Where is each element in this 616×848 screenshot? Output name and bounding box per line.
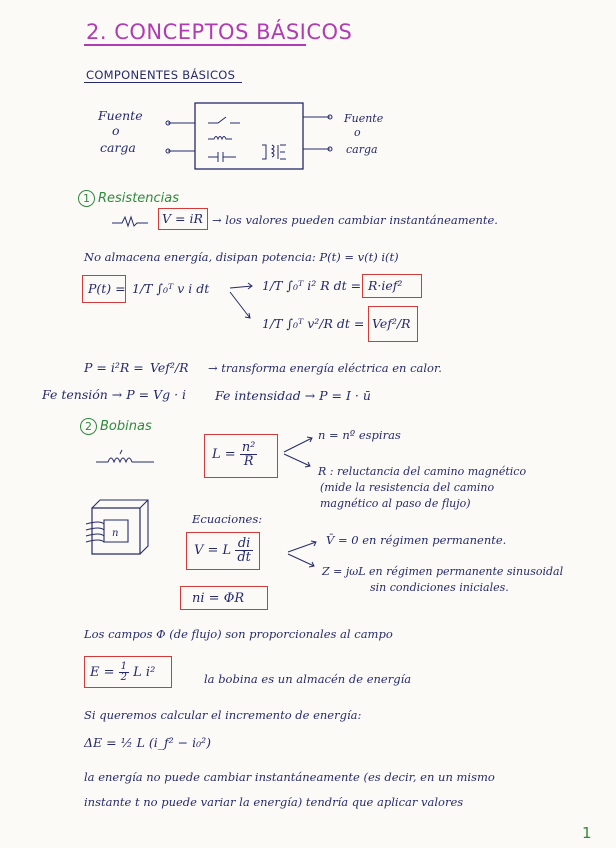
energy-note: la bobina es un almacén de energía xyxy=(204,672,412,686)
inductance-formula xyxy=(212,441,257,468)
energy-increment: ΔE = ½ L (i_f² − i₀²) xyxy=(84,735,212,750)
power-voltage-form: 1/T ∫₀ᵀ v²/R dt = xyxy=(262,316,365,331)
section-1-title: Resistencias xyxy=(98,191,180,206)
section-2-heading xyxy=(80,418,152,435)
increment-note: Si queremos calcular el incremento de energía: xyxy=(84,708,362,722)
section-2-title: Bobinas xyxy=(100,419,152,434)
diagram-right-label-2: o xyxy=(354,126,361,139)
svg-text:n: n xyxy=(112,528,119,539)
power-integral: 1/T ∫₀ᵀ v i dt xyxy=(132,281,210,296)
dc-note: V̄ = 0 en régimen permanente. xyxy=(326,533,507,547)
coil-symbol xyxy=(96,448,158,468)
core-drawing xyxy=(78,498,154,560)
energy-num: 1 xyxy=(120,661,128,672)
power-voltage-result: Vef²/R xyxy=(372,316,411,331)
diagram-left-label-3: carga xyxy=(100,140,136,155)
section-subtitle: COMPONENTES BÁSICOS xyxy=(86,68,236,82)
reluctance-note-2: (mide la resistencia del camino xyxy=(320,481,495,494)
page-title: 2. CONCEPTOS BÁSICOS xyxy=(86,20,353,44)
current-power: Fe intensidad → P = I · ū xyxy=(215,388,371,403)
fields-note: Los campos Φ (de flujo) son proporcionales al campo xyxy=(84,627,393,641)
ac-note-1: Z = jωL en régimen permanente sinusoidal xyxy=(322,565,564,578)
voltage-eq-den: dt xyxy=(237,550,251,565)
inductance-lhs: L = xyxy=(212,447,236,462)
joule-law-voltage: Vef²/R xyxy=(150,360,189,375)
closing-line-1: la energía no puede cambiar instantáneamente (es decir, en un mismo xyxy=(84,770,495,784)
voltage-eq-fraction xyxy=(235,537,253,564)
joule-law: P = i²R = xyxy=(84,360,144,375)
branch-arrows xyxy=(228,282,258,324)
inductance-fraction xyxy=(240,441,258,468)
turns-note: n = nº espiras xyxy=(318,428,401,442)
closing-line-2: instante t no puede variar la energía) tendría que aplicar valores xyxy=(84,795,464,809)
diagram-left-label-1: Fuente xyxy=(98,108,143,123)
ac-note-2: sin condiciones iniciales. xyxy=(370,581,509,594)
energy-den: 2 xyxy=(120,672,128,683)
voltage-eq-lhs: V = L xyxy=(194,543,232,558)
resistor-note: → los valores pueden cambiar instantáneamente. xyxy=(212,213,498,227)
page-number: 1 xyxy=(582,824,592,842)
voltage-power: Fe tensión → P = Vg · i xyxy=(42,387,187,402)
power-current-form: 1/T ∫₀ᵀ i² R dt = xyxy=(262,278,362,293)
inductance-num: n² xyxy=(241,440,256,455)
inductance-arrows xyxy=(282,432,316,472)
reluctance-note-1: R : reluctancia del camino magnético xyxy=(318,465,527,478)
section-number-2: 2 xyxy=(80,418,97,435)
power-lhs: P(t) = xyxy=(88,281,126,296)
section-number-1: 1 xyxy=(78,190,95,207)
energy-fraction xyxy=(119,662,129,683)
title-underline xyxy=(84,44,306,46)
power-current-result: R·ief² xyxy=(368,278,403,293)
inductance-den: R xyxy=(243,454,254,469)
diagram-left-label-2: o xyxy=(112,123,120,138)
energy-formula xyxy=(90,662,155,683)
energy-rhs: L i² xyxy=(133,665,156,680)
diagram-right-label-1: Fuente xyxy=(344,112,384,125)
section-1-heading xyxy=(78,190,179,207)
reluctance-note-3: magnético al paso de flujo) xyxy=(320,497,471,510)
joule-note: → transforma energía eléctrica en calor. xyxy=(208,361,442,375)
equations-label: Ecuaciones: xyxy=(192,512,263,526)
power-definition: No almacena energía, disipan potencia: P(t) = v(t) i(t) xyxy=(84,250,399,264)
diagram-right-label-3: carga xyxy=(346,143,378,156)
ohm-law: V = iR xyxy=(162,211,203,226)
voltage-arrows xyxy=(286,532,320,572)
voltage-eq-num: di xyxy=(235,537,253,551)
resistor-symbol xyxy=(112,214,152,228)
components-diagram xyxy=(140,95,400,180)
energy-lhs: E = xyxy=(90,665,115,680)
subtitle-underline xyxy=(84,82,242,83)
voltage-equation xyxy=(194,537,253,564)
flux-equation: ni = ΦR xyxy=(192,591,245,606)
